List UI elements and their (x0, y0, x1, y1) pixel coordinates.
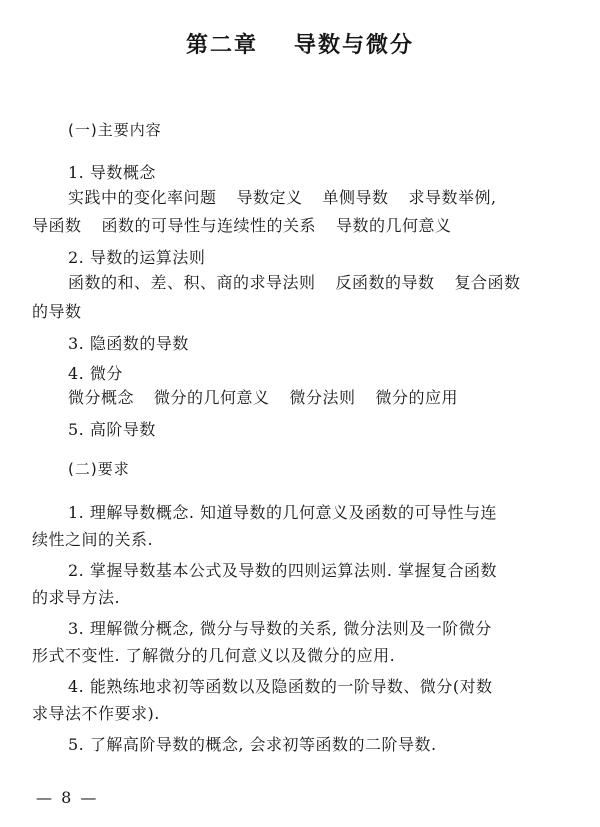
requirement-line: 4. 能熟练地求初等函数以及隐函数的一阶导数、微分(对数 (68, 677, 493, 696)
requirement-line: 形式不变性. 了解微分的几何意义以及微分的应用. (32, 646, 396, 665)
topic-term: 微分法则 (289, 388, 356, 407)
chapter-number: 第二章 (185, 33, 258, 58)
requirement-line: 5. 了解高阶导数的概念, 会求初等函数的二阶导数. (68, 735, 437, 754)
section-heading-requirements: (二)要求 (68, 460, 130, 478)
topic-term: 导数的几何意义 (336, 216, 452, 235)
chapter-title (0, 32, 600, 60)
requirement-line: 续性之间的关系. (32, 530, 154, 549)
topic-term: 微分概念 (68, 388, 135, 407)
page-number: — 8 — (36, 788, 99, 807)
topic-term: 微分的几何意义 (154, 388, 270, 407)
topic-label-differential: 4. 微分 (68, 364, 123, 383)
topic-label-derivative-concept: 1. 导数概念 (68, 163, 156, 182)
topic-label-higher-order: 5. 高阶导数 (68, 420, 156, 439)
requirement-line: 的求导方法. (32, 588, 121, 607)
requirement-line: 2. 掌握导数基本公式及导数的四则运算法则. 掌握复合函数 (68, 561, 498, 580)
topic-term: 复合函数 (454, 273, 521, 292)
requirement-line: 求导法不作要求). (32, 704, 160, 723)
topic-label-implicit-derivative: 3. 隐函数的导数 (68, 334, 189, 353)
section-heading-main-content: (一)主要内容 (68, 121, 162, 139)
topic-content-line (68, 188, 497, 208)
chapter-name: 导数与微分 (294, 33, 415, 58)
requirement-line: 3. 理解微分概念, 微分与导数的关系, 微分法则及一阶微分 (68, 619, 492, 638)
topic-label-derivative-rules: 2. 导数的运算法则 (68, 248, 206, 267)
topic-content-line (32, 302, 82, 322)
requirement-line: 1. 理解导数概念. 知道导数的几何意义及函数的可导性与连 (68, 503, 498, 522)
topic-term: 的导数 (32, 302, 82, 321)
topic-term: 函数的和、差、积、商的求导法则 (68, 273, 316, 292)
topic-content-line (32, 216, 452, 236)
topic-content-line (68, 388, 458, 408)
topic-term: 导数定义 (236, 188, 303, 207)
topic-term: 导函数 (32, 216, 82, 235)
topic-term: 反函数的导数 (335, 273, 435, 292)
topic-term: 单侧导数 (322, 188, 389, 207)
topic-term: 函数的可导性与连续性的关系 (101, 216, 317, 235)
topic-term: 微分的应用 (375, 388, 459, 407)
topic-content-line (68, 273, 521, 293)
topic-term: 实践中的变化率问题 (68, 188, 217, 207)
topic-term: 求导数举例, (408, 188, 497, 207)
